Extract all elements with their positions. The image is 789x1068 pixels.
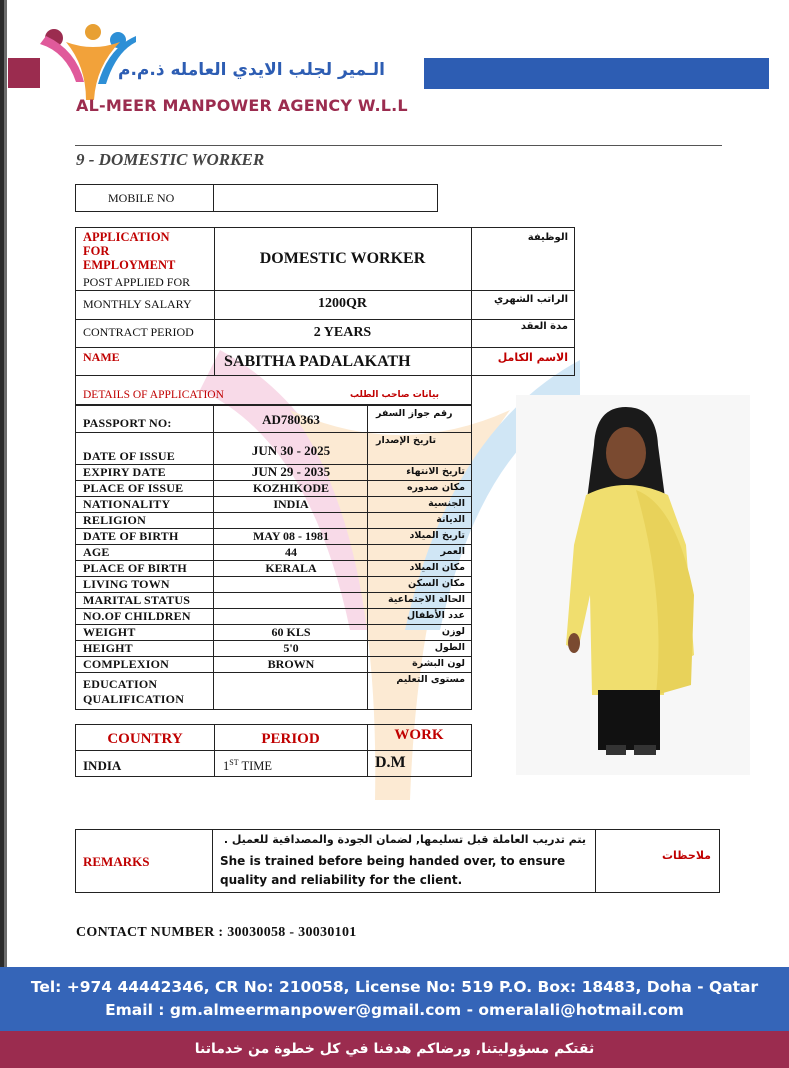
details-header-row [75,376,472,405]
detail-label: DATE OF ISSUE [83,449,175,463]
detail-value: KOZHIKODE [252,481,329,495]
detail-arabic-label: رقم جواز السفر [376,408,453,419]
detail-value: MAY 08 - 1981 [252,529,330,543]
detail-arabic-label: لوزن [441,626,465,637]
detail-row [75,433,472,465]
detail-arabic-label: عدد الأطفال [406,610,465,621]
detail-label: EDUCATION QUALIFICATION [83,677,185,706]
detail-label: PLACE OF BIRTH [83,561,187,575]
agency-arabic-name: الـمير لجلب الايدي العامله ذ.م.م [118,60,385,80]
detail-value: AD780363 [262,412,320,427]
detail-label: MARITAL STATUS [83,593,191,607]
detail-label: NATIONALITY [83,497,171,511]
section-title: 9 - DOMESTIC WORKER [76,150,265,169]
detail-value: 5'0 [283,641,299,655]
detail-value: 60 KLS [271,625,311,639]
footer-line-1: Tel: +974 44442346, CR No: 210058, License No: 519 P.O. Box: 18483, Doha - Qatar [30,978,759,996]
detail-arabic-label: تاريخ الميلاد [409,530,465,541]
experience-country: INDIA [83,758,122,773]
detail-arabic-label: الحالة الاجتماعية [388,594,465,605]
detail-label: EXPIRY DATE [83,465,166,479]
detail-label: PLACE OF ISSUE [83,481,184,495]
detail-row [75,497,472,513]
detail-arabic-label: لون البشرة [412,658,465,669]
detail-value: INDIA [273,497,309,511]
application-label: APPLICATION FOR EMPLOYMENT [83,230,176,272]
detail-label: AGE [83,545,110,559]
detail-row [75,657,472,673]
experience-work: D.M [375,754,406,771]
name-value: SABITHA PADALAKATH [224,353,411,370]
detail-arabic-label: مكان صدوره [406,482,465,493]
detail-row [75,641,472,657]
detail-arabic-label: مكان السكن [408,578,465,589]
post-applied-arabic: الوظيفة [527,232,568,243]
detail-label: LIVING TOWN [83,577,170,591]
detail-arabic-label: الجنسية [428,498,465,509]
experience-header-country: COUNTRY [107,731,183,747]
footer-slogan: ثقتكم مسؤوليتنا, ورضاكم هدفنا في كل خطوة من خدماتنا [194,1041,595,1057]
detail-row [75,405,472,433]
mobile-label: MOBILE NO [108,191,175,205]
detail-label: RELIGION [83,513,146,527]
detail-row [75,481,472,497]
details-header-arabic: بيانات صاحب الطلب [349,390,439,400]
detail-label: WEIGHT [83,625,136,639]
detail-value: 44 [285,545,297,559]
page-left-edge-shadow [4,0,7,1068]
experience-table [75,724,472,777]
detail-row [75,577,472,593]
remarks-english-text: She is trained before being handed over, to ensure quality and reliability for the client. [220,854,566,887]
footer-line-2: Email : gm.almeermanpower@gmail.com - omeralali@hotmail.com [105,1001,684,1019]
detail-row [75,561,472,577]
detail-row [75,593,472,609]
detail-arabic-label: تاريخ الانتهاء [406,466,465,477]
detail-arabic-label: العمر [440,546,465,557]
worker-figure-icon [516,395,750,775]
experience-header-work: WORK [394,727,444,743]
details-header-label: DETAILS OF APPLICATION [83,389,224,401]
detail-row [75,673,472,710]
detail-label: NO.OF CHILDREN [83,609,191,623]
header-divider [75,145,722,146]
experience-header-period: PERIOD [261,731,320,747]
salary-arabic: الراتب الشهري [494,294,568,305]
application-table [75,227,575,376]
detail-value: JUN 29 - 2035 [251,464,331,479]
detail-label: DATE OF BIRTH [83,529,179,543]
detail-label: COMPLEXION [83,657,169,671]
detail-value: KERALA [265,561,317,575]
remarks-table [75,829,720,893]
worker-photo [516,395,750,775]
contract-label: CONTRACT PERIOD [83,325,194,339]
salary-value: 1200QR [318,296,367,311]
detail-row [75,609,472,625]
post-applied-value: DOMESTIC WORKER [259,250,426,267]
detail-value: BROWN [267,657,315,671]
detail-arabic-label: مستوى التعليم [396,674,465,685]
name-label: NAME [83,350,120,364]
detail-label: HEIGHT [83,641,133,655]
detail-value: JUN 30 - 2025 [251,443,331,458]
experience-period: 1ST TIME [223,758,273,774]
remarks-label: REMARKS [83,854,150,869]
footer-contact-band [0,967,789,1031]
detail-row [75,513,472,529]
mobile-row [75,184,438,212]
remarks-arabic-label: ملاحظات [662,849,711,862]
detail-row [75,625,472,641]
detail-arabic-label: الديانة [436,514,465,525]
contract-arabic: مدة العقد [520,321,568,332]
detail-arabic-label: مكان الميلاد [409,562,465,573]
remarks-arabic-text: يتم تدريب العاملة قبل تسليمها, لضمان الجودة والمصداقية للعميل . [223,833,586,846]
header-blue-bar [424,58,769,89]
detail-row [75,465,472,481]
footer-slogan-band [0,1031,789,1068]
salary-label: MONTHLY SALARY [83,297,192,311]
contract-value: 2 YEARS [313,325,372,340]
detail-label: PASSPORT NO: [83,416,172,430]
detail-row [75,545,472,561]
detail-row [75,529,472,545]
name-arabic: الاسم الكامل [497,351,568,364]
post-applied-label: POST APPLIED FOR [83,275,191,289]
detail-arabic-label: تاريخ الإصدار [376,435,437,446]
contact-number: CONTACT NUMBER : 30030058 - 30030101 [76,925,357,940]
agency-english-name: AL-MEER MANPOWER AGENCY W.L.L [76,96,408,115]
detail-arabic-label: الطول [434,642,465,653]
